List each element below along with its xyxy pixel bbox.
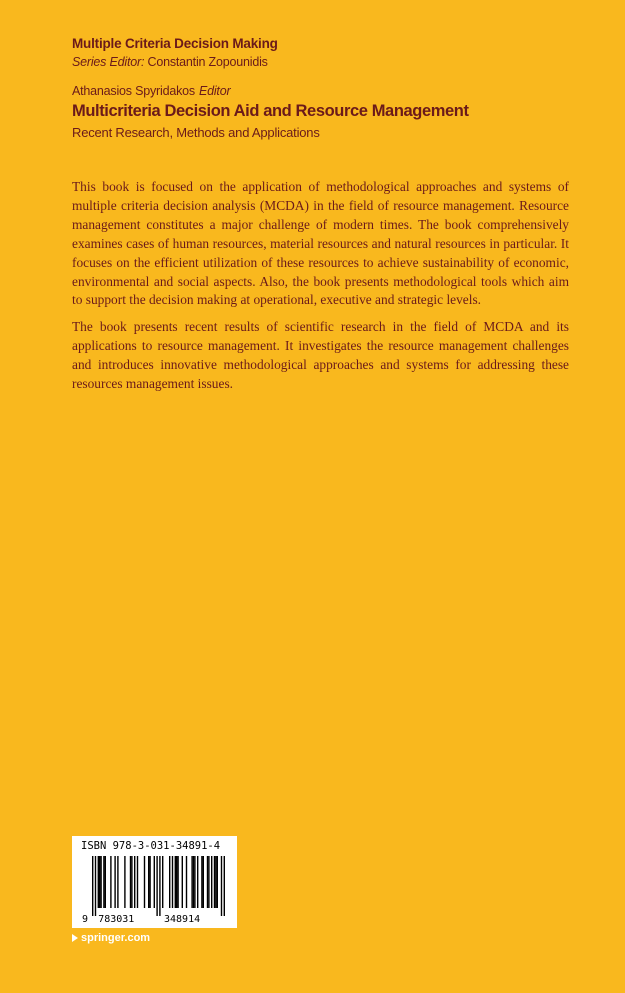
book-editor-name: Athanasios Spyridakos [72, 84, 195, 98]
barcode-bar [177, 856, 178, 908]
barcode-bar [100, 856, 101, 908]
book-subtitle: Recent Research, Methods and Applications [72, 125, 320, 140]
barcode-bar [162, 856, 163, 908]
barcode-bar [203, 856, 204, 908]
barcode-bar [105, 856, 106, 908]
barcode-bar [169, 856, 170, 908]
barcode-bar [98, 856, 99, 908]
book-editor-role: Editor [198, 84, 231, 98]
series-title: Multiple Criteria Decision Making [72, 36, 278, 51]
barcode-bar [215, 856, 216, 908]
barcode-bar [193, 856, 194, 908]
barcode-bar [154, 856, 155, 908]
blurb [72, 178, 569, 402]
book-info [72, 82, 572, 142]
barcode-bar [130, 856, 131, 908]
barcode-bar [117, 856, 118, 908]
barcode-bar [214, 856, 215, 908]
barcode-bar [144, 856, 145, 908]
barcode-bar [221, 856, 222, 916]
barcode-bar [211, 856, 212, 908]
barcode-bar [103, 856, 104, 908]
series-editor-name: Constantin Zopounidis [147, 55, 268, 69]
barcode-bar [131, 856, 132, 908]
barcode-bar [194, 856, 195, 908]
barcode [72, 836, 237, 928]
barcode-bar [197, 856, 198, 908]
barcode-bar [207, 856, 208, 908]
barcode-bar [134, 856, 135, 908]
book-title: Multicriteria Decision Aid and Resource Management [72, 102, 469, 120]
blurb-paragraph-1: This book is focused on the application of methodological approaches and systems of multiple criteria decision analysis (MCDA) in the field of resource management. Resource management constitutes a major challenge of modern times. The book comprehensively examines cases of human resources, material resources and natural resources in particular. It focuses on the efficient utilization of these resources to achieve sustainability of economic, environmental and social aspects. Also, the book presents methodological tools which aim to support the decision making at operational, executive and strategic levels. [72, 179, 569, 308]
barcode-bar [92, 856, 93, 916]
barcode-bar [137, 856, 138, 908]
barcode-bar [224, 856, 225, 916]
barcode-digits: 9 [82, 914, 89, 925]
publisher-link[interactable] [72, 932, 150, 944]
book-editor [72, 82, 572, 100]
barcode-bar [159, 856, 160, 916]
barcode-bar [175, 856, 176, 908]
barcode-bar [110, 856, 111, 908]
barcode-bar [191, 856, 192, 908]
isbn-text: ISBN 978-3-031-34891-4 [81, 840, 221, 852]
barcode-bar [208, 856, 209, 908]
barcode-bar [156, 856, 157, 916]
barcode-bar [95, 856, 96, 916]
barcode-image [80, 856, 230, 926]
barcode-bar [99, 856, 100, 908]
barcode-bar [124, 856, 125, 908]
barcode-bar [217, 856, 218, 908]
barcode-bar [201, 856, 202, 908]
barcode-digits: 783031 [98, 914, 135, 925]
series-editor [72, 53, 552, 72]
barcode-bar [182, 856, 183, 908]
barcode-bar [114, 856, 115, 908]
publisher-url: springer.com [81, 932, 151, 944]
triangle-right-icon [72, 934, 78, 942]
barcode-bar [176, 856, 177, 908]
blurb-paragraph-2: The book presents recent results of scientific research in the field of MCDA and its applications to resource management. It investigates the resource management challenges and introduces innovative methodological approaches and systems for addressing these resources management issues. [72, 319, 569, 392]
barcode-digits: 348914 [164, 914, 201, 925]
barcode-bar [172, 856, 173, 908]
barcode-bar [148, 856, 149, 908]
barcode-bar [149, 856, 150, 908]
series-editor-label: Series Editor: [72, 55, 145, 69]
barcode-bar [186, 856, 187, 908]
series-info [72, 34, 552, 72]
